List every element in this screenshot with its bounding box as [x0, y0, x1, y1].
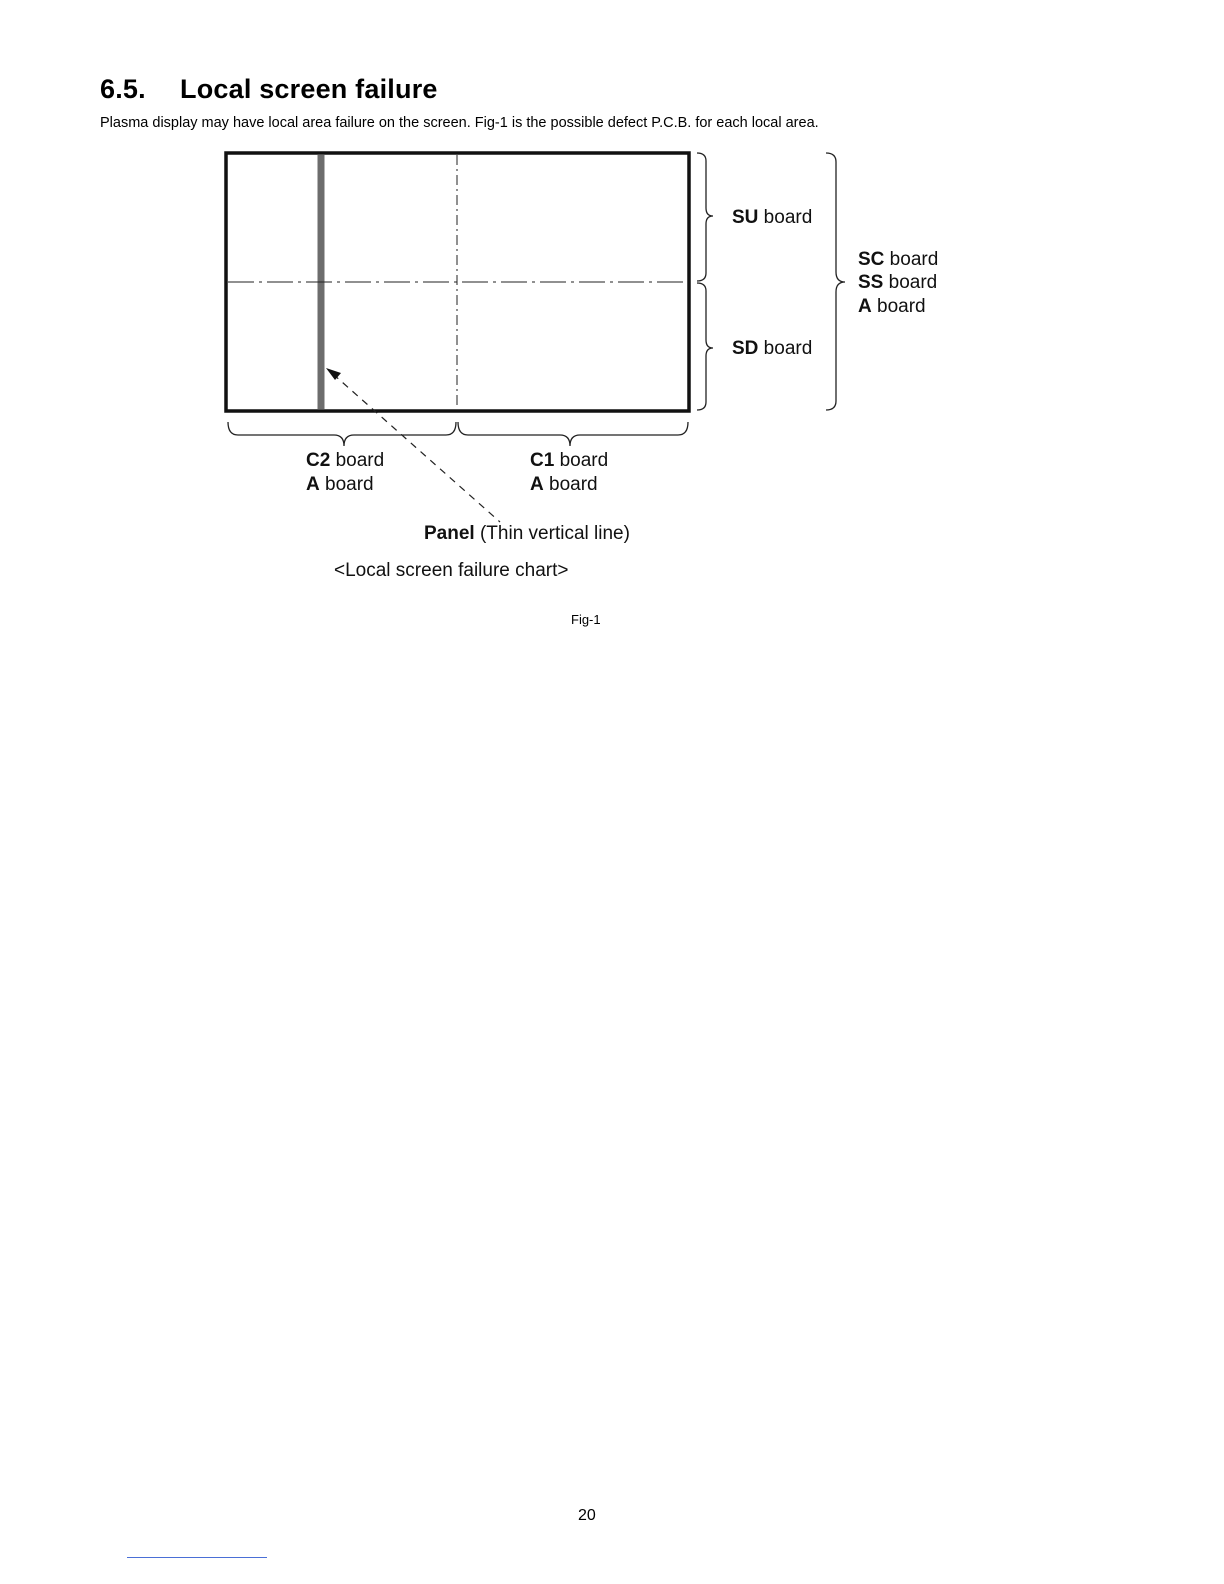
a-board-label-c2: A board — [306, 474, 374, 495]
chart-caption: <Local screen failure chart> — [334, 560, 569, 581]
panel-label: Panel (Thin vertical line) — [424, 523, 630, 544]
panel-leader-line — [333, 374, 500, 522]
footer-rule — [127, 1557, 267, 1558]
intro-paragraph: Plasma display may have local area failure on the screen. Fig-1 is the possible defect P.C.B. for each local area. — [100, 115, 819, 131]
page-number: 20 — [578, 1507, 596, 1524]
su-brace — [697, 153, 713, 281]
sd-brace — [697, 283, 713, 410]
a-board-label-c1: A board — [530, 474, 598, 495]
local-screen-failure-diagram — [0, 0, 1224, 640]
sd-board-label: SD board — [732, 338, 813, 359]
c2-brace — [228, 422, 456, 446]
sc-ss-a-brace — [826, 153, 845, 410]
leader-arrowhead — [326, 368, 341, 380]
c1-brace — [458, 422, 688, 446]
su-board-label: SU board — [732, 207, 813, 228]
figure-label: Fig-1 — [571, 612, 601, 627]
c2-board-label: C2 board — [306, 450, 385, 471]
section-title: Local screen failure — [180, 74, 438, 104]
section-number: 6.5. — [100, 74, 146, 104]
ss-board-label: SS board — [858, 272, 938, 293]
a-board-label-right: A board — [858, 296, 926, 317]
c1-board-label: C1 board — [530, 450, 609, 471]
sc-board-label: SC board — [858, 249, 939, 270]
